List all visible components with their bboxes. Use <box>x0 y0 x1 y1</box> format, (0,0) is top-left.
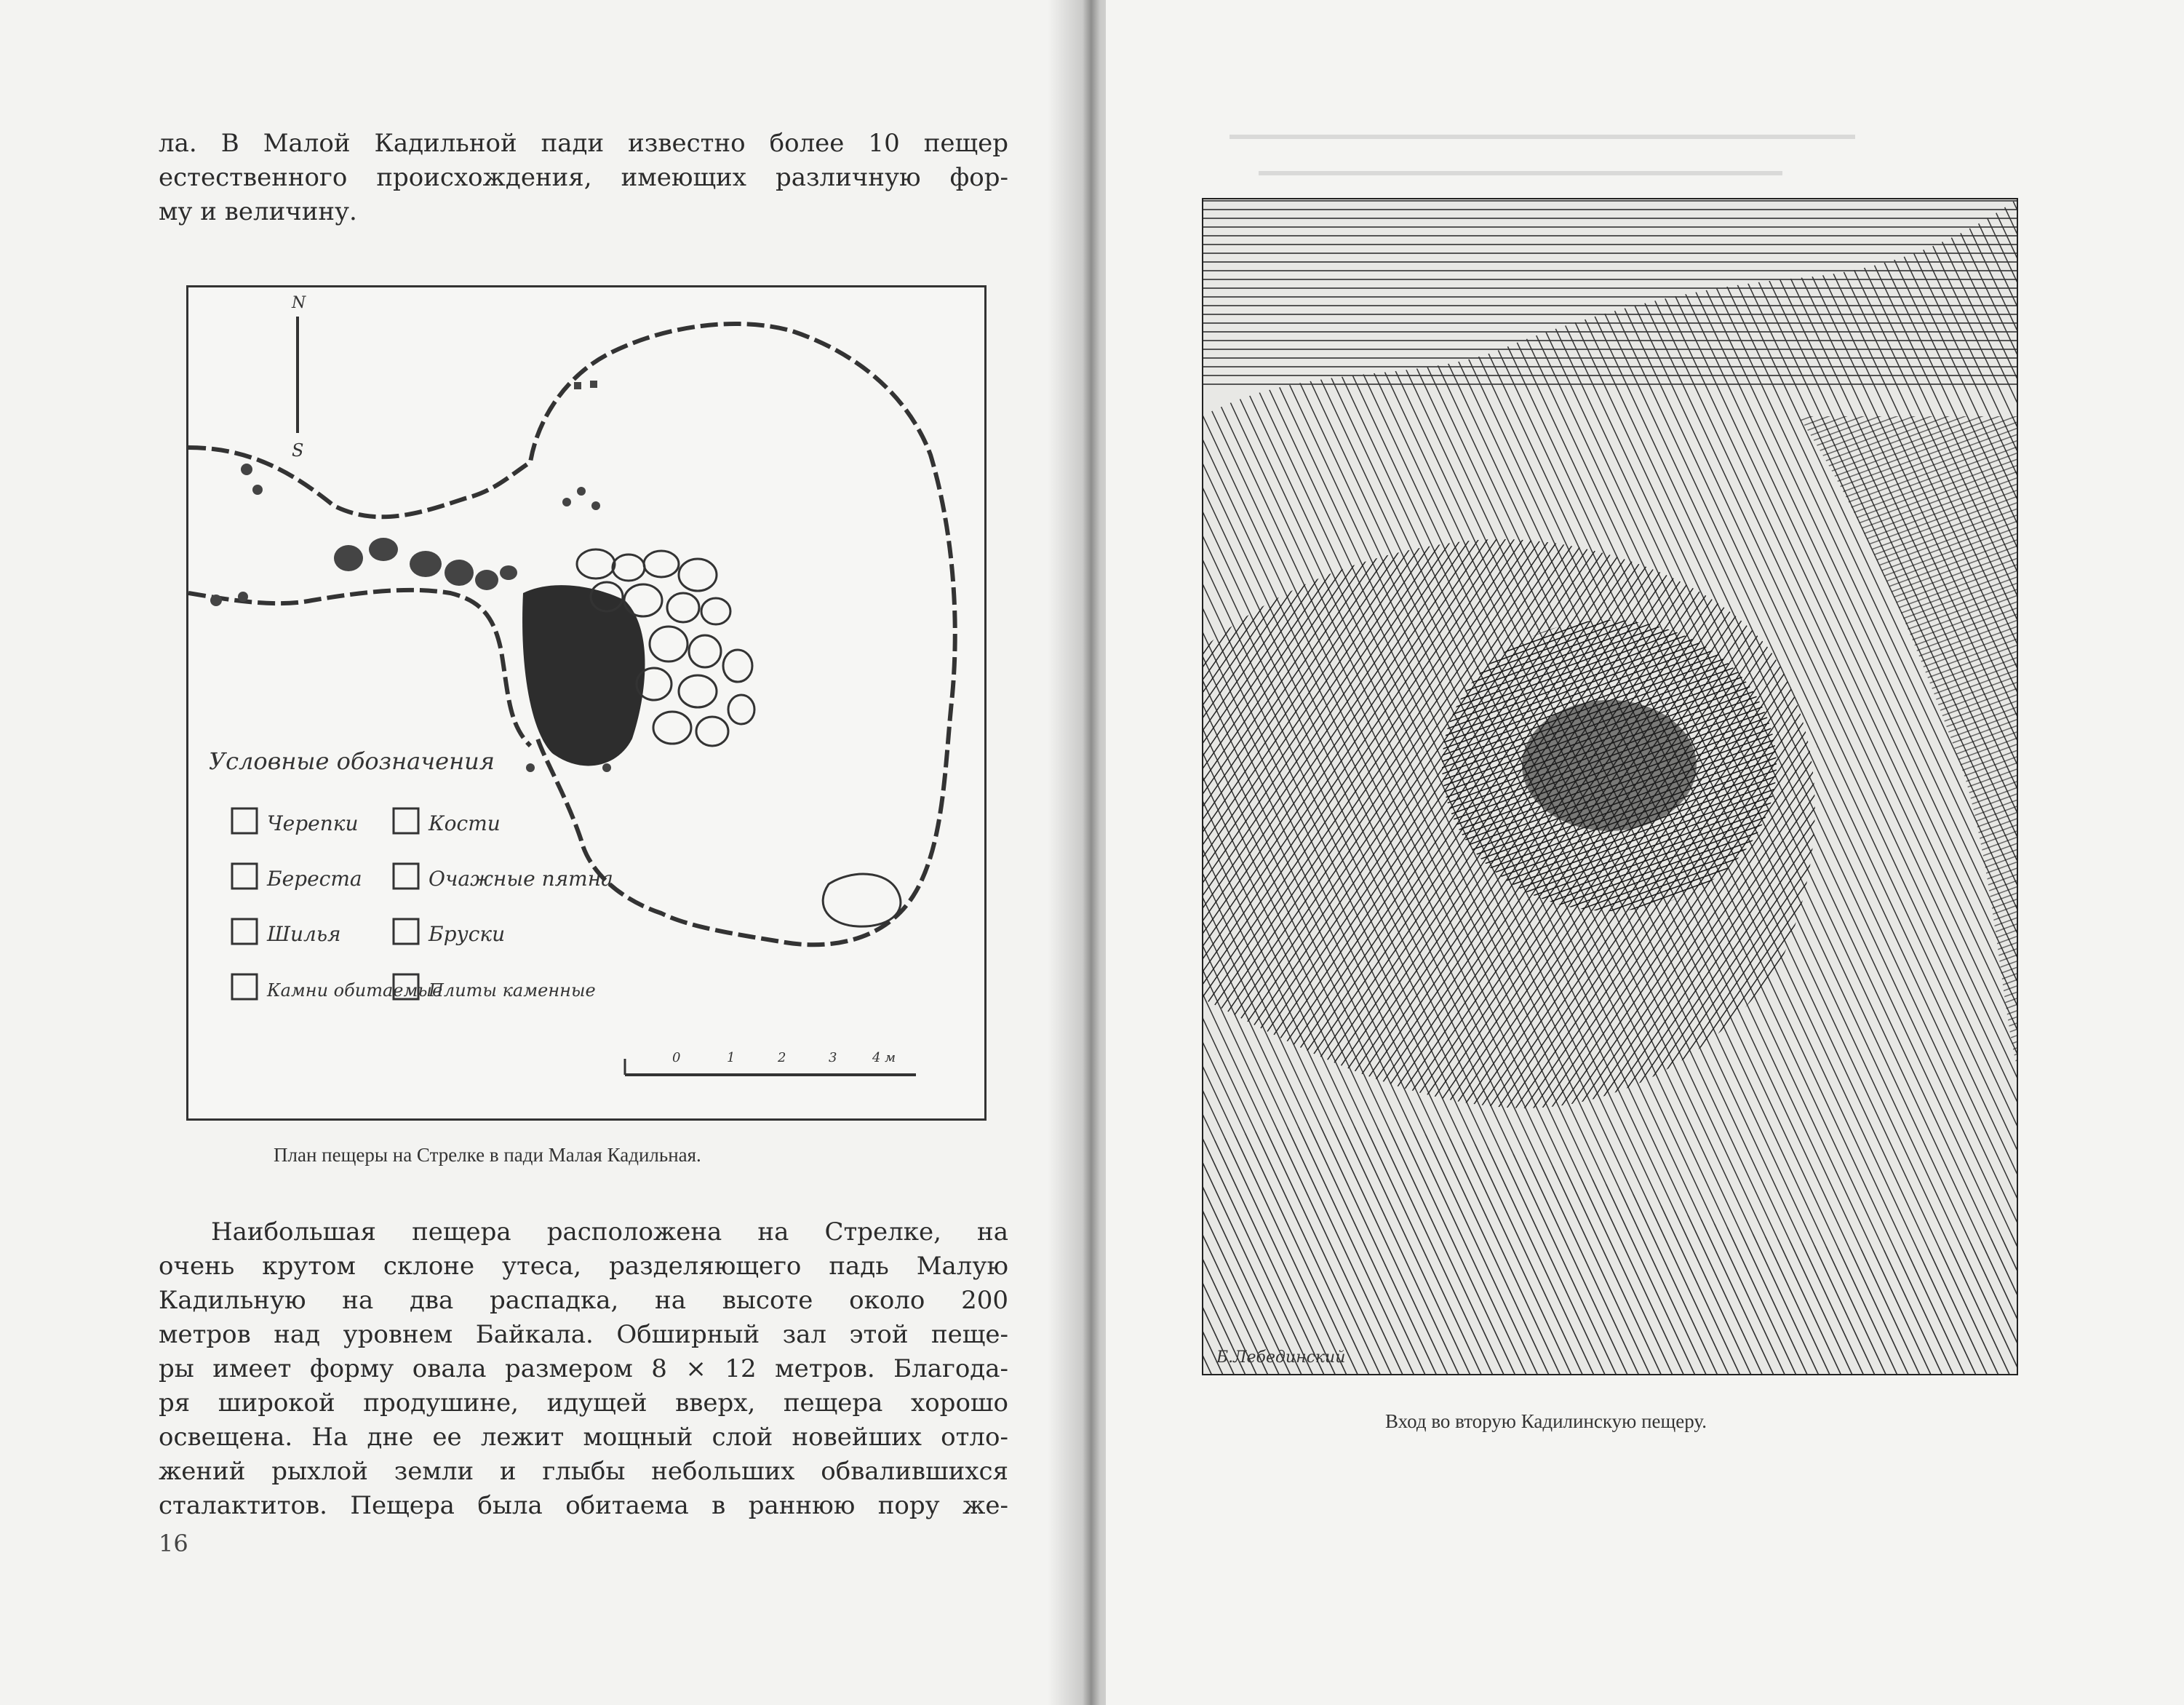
cave-plan-map <box>186 285 987 1121</box>
show-through-text <box>1230 122 1884 188</box>
cave-shadow <box>1522 700 1697 831</box>
map-caption: План пещеры на Стрелке в пади Малая Кадильная. <box>274 1144 701 1166</box>
scale-tick: 4 м <box>872 1050 896 1065</box>
artist-signature: Б.Лебединский <box>1216 1348 1346 1367</box>
scale-tick: 3 <box>829 1050 837 1065</box>
text-line: ря широкой продушине, идущей вверх, пещера хорошо <box>159 1388 1008 1418</box>
north-label: N <box>292 294 306 312</box>
cave-outline-lower <box>188 590 530 746</box>
south-label: S <box>292 440 304 461</box>
legend-item: Черепки <box>267 811 359 835</box>
text-line: естественного происхождения, имеющих различную фор- <box>159 163 1008 192</box>
text-line: Наибольшая пещера расположена на Стрелке, на <box>211 1217 1008 1247</box>
text-line: очень крутом склоне утеса, разделяющего падь Малую <box>159 1252 1008 1281</box>
legend-item: Бруски <box>429 922 506 946</box>
legend-item: Шилья <box>267 922 341 946</box>
legend-item: Плиты каменные <box>429 980 596 1001</box>
legend-item: Кости <box>429 811 501 835</box>
legend-item: Береста <box>267 867 362 891</box>
text-line: му и величину. <box>159 197 357 226</box>
text-line: Кадильную на два распадка, на высоте около 200 <box>159 1286 1008 1315</box>
page-number: 16 <box>159 1530 188 1557</box>
cave-entrance-engraving <box>1202 198 2018 1375</box>
illustration-caption: Вход во вторую Кадилинскую пещеру. <box>1385 1410 1707 1432</box>
text-line: метров над уровнем Байкала. Обширный зал этой пеще- <box>159 1320 1008 1349</box>
cave-plan-drawing <box>188 287 984 1118</box>
text-line: ры имеет форму овала размером 8 × 12 метров. Благода- <box>159 1354 1008 1383</box>
text-line: освещена. На дне ее лежит мощный слой новейших отло- <box>159 1423 1008 1452</box>
legend-title: Условные обозначения <box>209 747 495 775</box>
top-paragraph <box>159 127 1008 229</box>
hearth-zone <box>522 585 645 766</box>
pale-patch <box>823 874 901 926</box>
text-line: жений рыхлой земли и глыбы небольших обвалившихся <box>159 1457 1008 1486</box>
scale-tick: 1 <box>727 1050 736 1065</box>
legend-symbols <box>232 808 418 999</box>
legend-item: Камни обитаемые <box>267 980 443 1001</box>
text-line: ла. В Малой Кадильной пади известно более 10 пещер <box>159 129 1008 158</box>
legend-item: Очажные пятна <box>429 867 613 891</box>
main-paragraph <box>159 1215 1008 1523</box>
text-line: сталактитов. Пещера была обитаема в раннюю пору же- <box>159 1491 1008 1520</box>
scale-tick: 0 <box>672 1050 681 1065</box>
left-page <box>0 0 1084 1705</box>
scale-tick: 2 <box>778 1050 786 1065</box>
